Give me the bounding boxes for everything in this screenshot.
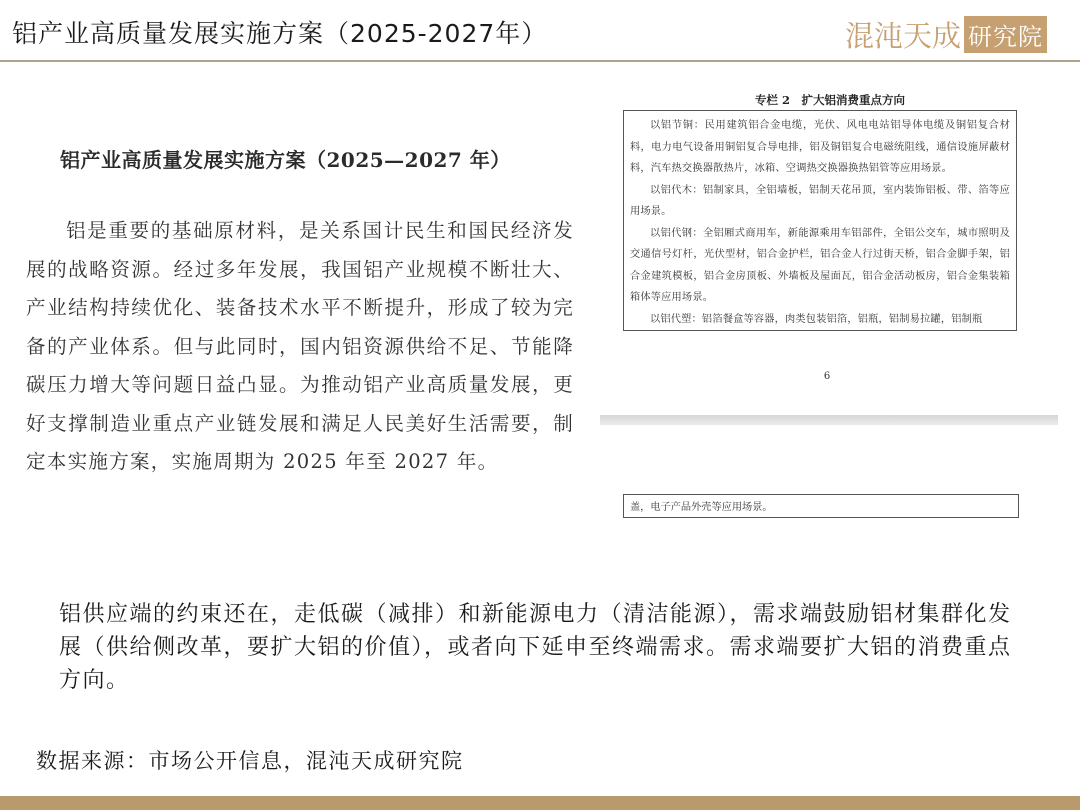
column-box bbox=[623, 110, 1017, 331]
page-separator bbox=[600, 415, 1058, 425]
summary-text: 铝供应端的约束还在，走低碳（减排）和新能源电力（清洁能源），需求端鼓励铝材集群化发展（供给侧改革，要扩大铝的价值），或者向下延申至终端需求。需求端要扩大铝的消费重点方向。 bbox=[59, 602, 1012, 693]
column-box-continuation: 盖，电子产品外壳等应用场景。 bbox=[623, 494, 1019, 518]
logo-box-text: 研究院 bbox=[964, 16, 1047, 53]
column-item-copper: 以铝节铜：民用建筑铝合金电缆，光伏、风电电站铝导体电缆及铜铝复合材料，电力电气设备用铜铝复合导电排，铝及铜铝复合电磁统阻线，通信设施屏蔽材料，汽车热交换器散热片，冰箱、空调热交换器换热铝管等应用场景。 bbox=[630, 120, 1010, 174]
column-caption: 专栏 2 扩大铝消费重点方向 bbox=[754, 93, 905, 107]
document-paragraph: 铝是重要的基础原材料，是关系国计民生和国民经济发展的战略资源。经过多年发展，我国铝产业规模不断壮大、产业结构持续优化、装备技术水平不断提升，形成了较为完备的产业体系。但与此同时，国内铝资源供给不足、节能降碳压力增大等问题日益凸显。为推动铝产业高质量发展，更好支撑制造业重点产业链发展和满足人民美好生活需要，制定本实施方案，实施周期为 2025 年至 2027 年。 bbox=[26, 219, 574, 473]
column-item-steel: 以铝代钢：全铝厢式商用车，新能源乘用车铝部件，全铝公交车，城市照明及交通信号灯杆，光伏型材，铝合金护栏，铝合金人行过街天桥，铝合金脚手架，铝合金建筑模板，铝合金房顶板、外墙板及屋面瓦，铝合金活动板房，铝合金集装箱箱体等应用场景。 bbox=[630, 227, 1010, 303]
logo-text: 混沌天成 bbox=[845, 18, 962, 53]
company-logo bbox=[845, 14, 1057, 54]
column-item-wood: 以铝代木：铝制家具，全铝墙板，铝制天花吊顶，室内装饰铝板、带、箔等应用场景。 bbox=[630, 184, 1010, 217]
data-source: 数据来源：市场公开信息，混沌天成研究院 bbox=[36, 749, 464, 773]
title-divider bbox=[0, 60, 1080, 62]
slide-title: 铝产业高质量发展实施方案（2025-2027年） bbox=[12, 19, 548, 48]
page-number: 6 bbox=[823, 371, 831, 382]
document-heading: 铝产业高质量发展实施方案（2025—2027 年） bbox=[60, 148, 511, 172]
bottom-bar bbox=[0, 796, 1080, 810]
column-item-plastic: 以铝代塑：铝箔餐盒等容器，肉类包装铝箔，铝瓶，铝制易拉罐，铝制瓶 bbox=[650, 313, 983, 325]
